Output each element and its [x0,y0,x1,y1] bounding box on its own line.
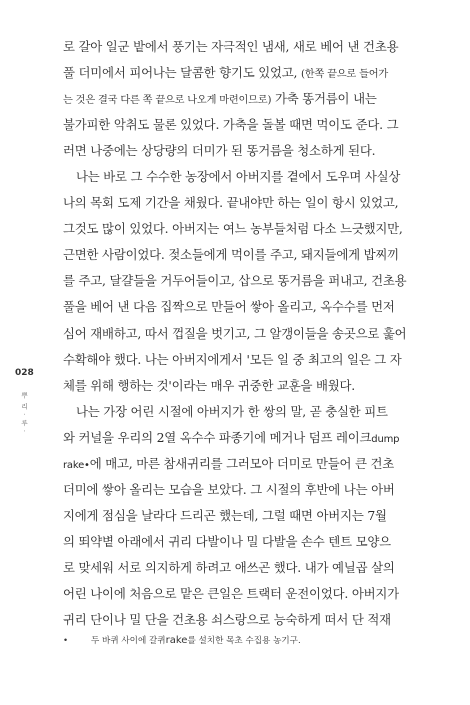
parenthetical: (한쪽 끝으로 들어가 [301,69,389,81]
text-line: 의 뙤약볕 아래에서 귀리 다발이나 밀 다발을 손수 텐트 모양으 [63,533,391,549]
text-line: 로 맞세워 서로 의지하게 하려고 애쓰곤 했다. 내가 예닐곱 살의 [63,559,395,575]
text-line: 더미에 쌓아 올리는 모습을 보았다. 그 시절의 후반에 나는 아버 [63,481,395,497]
parenthetical: 는 것은 결국 다른 쪽 끝으로 나오게 마련이므로) [63,95,272,107]
text-line: 풀을 베어 낸 다음 집짝으로 만들어 쌓아 올리고, 옥수수를 먼저 [63,299,395,315]
text-line: 는 것은 결국 다른 쪽 끝으로 나오게 마련이므로) 가축 똥거름이 내는 [63,91,377,107]
footnote-marker: • [84,459,90,471]
term-rake: rake [63,459,85,471]
text-line: 지에게 점심을 날라다 드리곤 했는데, 그럴 때면 아버지는 7월 [63,507,387,523]
text-line: 와 커널을 우리의 2열 옥수수 파종기에 메거나 덤프 레이크dump [63,429,400,445]
text-line: 불가피한 악취도 물론 있었다. 가축을 돌볼 때면 먹이도 준다. 그 [63,117,399,133]
running-head: 뿌 리 · 루 · [20,392,28,433]
page-number: 028 [15,368,34,378]
text-line: 체를 위해 행하는 것'이라는 매우 귀중한 교훈을 배웠다. [63,377,356,393]
text-line: 심어 재배하고, 따서 껍질을 벗기고, 그 알갱이들을 송곳으로 훑어 [63,325,407,341]
paragraph-start: 나는 바로 그 수수한 농장에서 아버지를 곁에서 도우며 사실상 [76,169,401,185]
footnote-term-rake: rake [165,635,188,646]
body-text [63,34,434,633]
text-line: 를 주고, 달걀들을 거두어들이고, 삽으로 똥거름을 퍼내고, 건초용 [63,273,407,289]
footnote-bullet: • [63,636,69,646]
text-line: 나의 목회 도제 기간을 채웠다. 끝내야만 하는 일이 항시 있었고, [63,195,399,211]
text-line: 그것도 많이 있었다. 아버지는 여느 농부들처럼 다소 느긋했지만, [63,221,403,237]
term-dump: dump [371,433,400,445]
text-line: 러면 나중에는 상당량의 더미가 된 똥거름을 청소하게 된다. [63,143,376,159]
text-line: 수확해야 했다. 나는 아버지에게서 '모든 일 중 최고의 일은 그 자 [63,351,402,367]
text-line: 로 갈아 일군 밭에서 풍기는 자극적인 냄새, 새로 베어 낸 건초용 [63,39,399,54]
text-line: 귀리 단이나 밀 단을 건초용 쇠스랑으로 능숙하게 떠서 단 적재 [63,612,391,628]
text-line: rake•에 매고, 마른 참새귀리를 그러모아 더미로 만들어 큰 건초 [63,455,395,471]
text-line: 근면한 사람이었다. 젖소들에게 먹이를 주고, 돼지들에게 밥찌끼 [63,247,399,263]
text-line: 어린 나이에 처음으로 맡은 큰일은 트랙터 운전이었다. 아버지가 [63,585,399,601]
paragraph-start: 나는 가장 어린 시절에 아버지가 한 쌍의 말, 곧 충실한 피트 [76,403,388,419]
footnote: • 두 바퀴 사이에 갈퀴rake를 설치한 목초 수집용 농기구. [63,635,301,646]
text-line: 풀 더미에서 피어나는 달콤한 향기도 있었고, (한쪽 끝으로 들어가 [63,65,389,81]
